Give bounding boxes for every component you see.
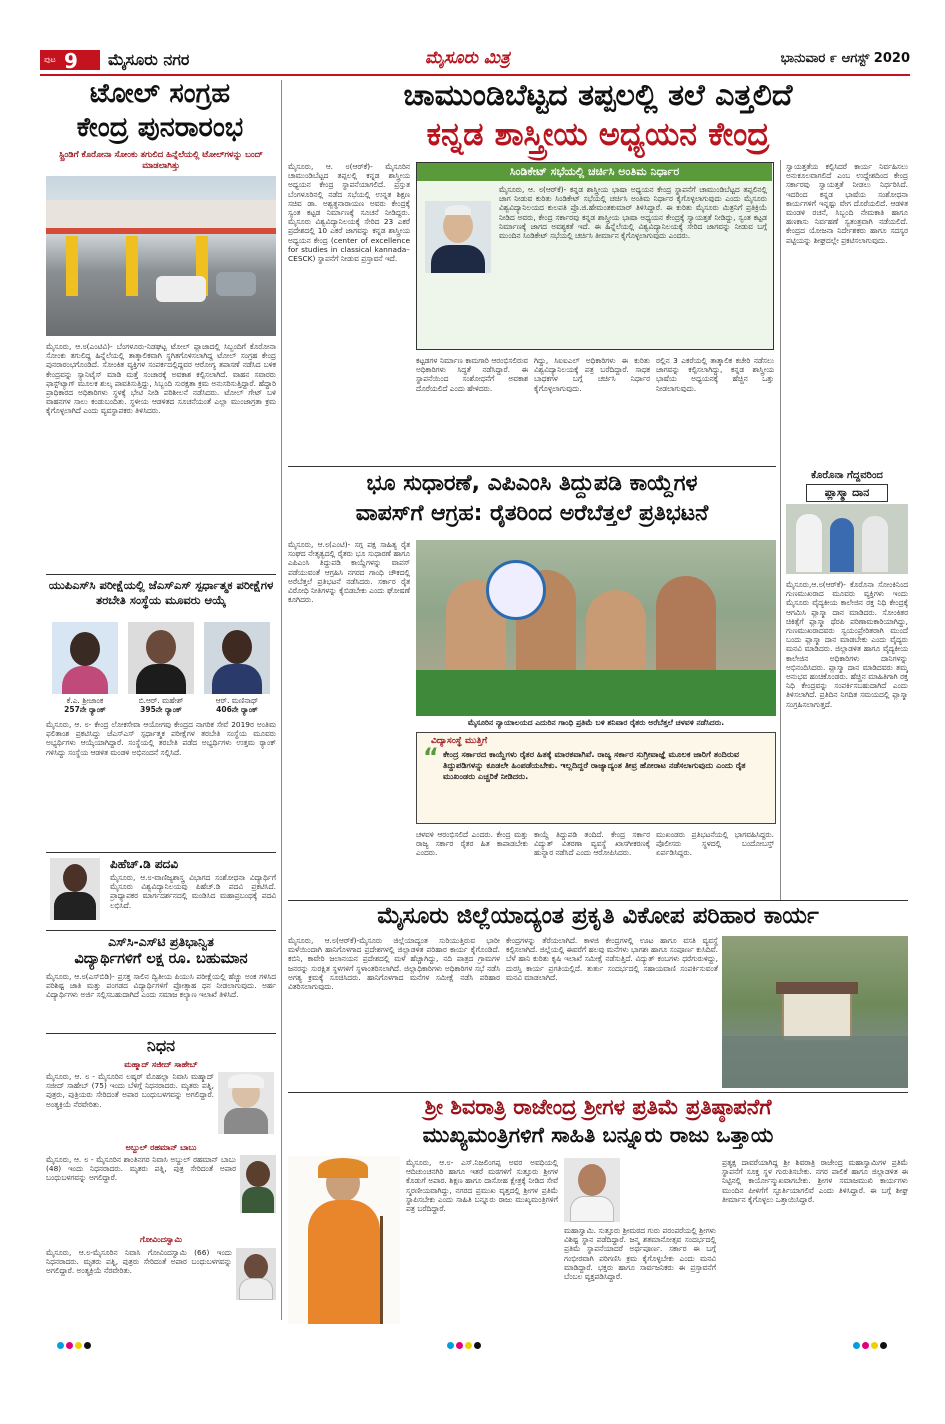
rule-left-3 [46, 930, 276, 931]
rule-left-1 [46, 574, 276, 575]
candidate-rank-1: 257ನೇ ರ್‍ಯಾಂಕ್ [64, 705, 106, 714]
scst-body: ಮೈಸೂರು, ಆ.೮(ಎಸ್‌ಬಿಡಿ)- ಪ್ರಸಕ್ತ ಸಾಲಿನ ದ್ವಿತೀಯ ಪಿಯುಸಿ ಪರೀಕ್ಷೆಯಲ್ಲಿ ಹೆಚ್ಚು ಅಂಕ ಗಳಿಸಿದ ಪರಿಶಿಷ್ಟ ಜಾತಿ ಮತ್ತು ಪಂಗಡದ ವಿದ್ಯಾರ್ಥಿಗಳಿಗೆ ಪ್ರೋತ್ಸಾಹ ಧನ ನೀಡಲಾಗುವುದು. ಅರ್ಹ ವಿದ್ಯಾರ್ಥಿಗಳು ಅರ್ಜಿ ಸಲ್ಲಿಸಬಹುದಾಗಿದೆ ಎಂದು ಸಮಾಜ ಕಲ್ಯಾಣ ಇಲಾಖೆ ತಿಳಿಸಿದೆ. [46, 972, 276, 1000]
statue-headline-1: ಶ್ರೀ ಶಿವರಾತ್ರಿ ರಾಜೇಂದ್ರ ಶ್ರೀಗಳ ಪ್ರತಿಮೆ ಪ್ರತಿಷ್ಠಾಪನೆಗೆ [424, 1095, 772, 1119]
toll-plaza-photo [46, 176, 276, 336]
column-rule-right [780, 160, 781, 900]
plasma-body: ಮೈಸೂರು,ಆ.೮(ಆರ್‌ಕೆ)- ಕೊರೊನಾ ಸೋಂಕಿನಿಂದ ಗುಣಮುಖರಾದ ಮೂವರು ವ್ಯಕ್ತಿಗಳು ಇಂದು ಮೈಸೂರು ವೈದ್ಯಕೀಯ ಕಾಲೇಜಿನ ರಕ್ತ ನಿಧಿ ಕೇಂದ್ರಕ್ಕೆ ಆಗಮಿಸಿ ಪ್ಲಾಸ್ಮಾ ದಾನ ಮಾಡಿದರು. ಸೋಂಕಿತರ ಚಿಕಿತ್ಸೆಗೆ ಪ್ಲಾಸ್ಮಾ ಥೆರಪಿ ಪರಿಣಾಮಕಾರಿಯಾಗಿದ್ದು, ಗುಣಮುಖರಾದವರು ಸ್ವಯಂಪ್ರೇರಿತರಾಗಿ ಮುಂದೆ ಬಂದು ಪ್ಲಾಸ್ಮಾ ದಾನ ಮಾಡಬೇಕು ಎಂದು ವೈದ್ಯರು ಮನವಿ ಮಾಡಿದರು. ಜಿಲ್ಲಾಡಳಿತ ಹಾಗೂ ವೈದ್ಯಕೀಯ ಕಾಲೇಜಿನ ಅಧಿಕಾರಿಗಳು ದಾನಿಗಳನ್ನು ಅಭಿನಂದಿಸಿದರು. ಪ್ಲಾಸ್ಮಾ ದಾನ ಮಾಡಿದವರು ತಮ್ಮ ಅನುಭವ ಹಂಚಿಕೊಂಡರು. ಹೆಚ್ಚಿನ ಮಾಹಿತಿಗಾಗಿ ರಕ್ತ ನಿಧಿ ಕೇಂದ್ರವನ್ನು ಸಂಪರ್ಕಿಸಬಹುದಾಗಿದೆ ಎಂದು ತಿಳಿಸಲಾಗಿದೆ. ಪ್ರತಿದಿನ ನಿಗದಿತ ಸಮಯದಲ್ಲಿ ಪ್ಲಾಸ್ಮಾ ಸಂಗ್ರಹಿಸಲಾಗುತ್ತದೆ. [786, 580, 908, 709]
flood-house-photo [722, 936, 908, 1088]
farmers-body: ಮೈಸೂರು, ಆ.೮(ಎಂಟಿ)- ಸಗ್ಗ ಪಕ್ಷ ಸಾಹಿತ್ಯ ರೈತ ಸಂಘದ ನೇತೃತ್ವದಲ್ಲಿ ರೈತರು ಭೂ ಸುಧಾರಣೆ ಹಾಗೂ ಎಪಿಎಂಸಿ ತಿದ್ದುಪಡಿ ಕಾಯ್ದೆಗಳನ್ನು ವಾಪಸ್ ಪಡೆಯುವಂತೆ ಆಗ್ರಹಿಸಿ ನಗರದ ಗಾಂಧಿ ಚೌಕದಲ್ಲಿ ಅರೆಬೆತ್ತಲೆ ಪ್ರತಿಭಟನೆ ನಡೆಸಿದರು. ಸರ್ಕಾರ ರೈತ ವಿರೋಧಿ ನೀತಿಗಳನ್ನು ಕೈಬಿಡಬೇಕು ಎಂದು ಘೋಷಣೆ ಕೂಗಿದರು. [288, 540, 410, 605]
syndicate-box [416, 162, 774, 350]
plasma-headline-2: ಪ್ಲಾಸ್ಮಾ ದಾನ [806, 484, 888, 502]
candidate-name-1: ಕೆ.ಎ. ಶ್ರೀಜಾಂಕ [66, 696, 104, 705]
issue-date: ಭಾನುವಾರ ೯ ಆಗಸ್ಟ್ 2020 [780, 51, 910, 66]
registration-dots-right [852, 1334, 888, 1353]
rule-left-4 [46, 1033, 276, 1034]
plasma-headline-1: ಕೊರೊನಾ ಗೆದ್ದವರಿಂದ [811, 470, 883, 481]
obit-name-2: ಅಬ್ದುಲ್ ರಹಮಾನ್ ಬಾಬು [125, 1143, 197, 1152]
obit-photo-1 [218, 1072, 274, 1134]
scst-headline-1: ಎಸ್‌ಸಿ-ಎಸ್‌ಟಿ ಪ್ರತಿಭಾನ್ವಿತ [108, 934, 214, 949]
farmers-headline-2: ವಾಪಸ್‌ಗೆ ಆಗ್ರಹ: ರೈತರಿಂದ ಅರೆಬೆತ್ತಲೆ ಪ್ರತಿಭಟನೆ [355, 501, 709, 526]
candidate-photo-3 [204, 622, 270, 694]
quote-mark-icon: “ [423, 743, 439, 771]
rule-mid-1 [288, 466, 776, 467]
farmers-col-2: ಚಳವಳಿ ಆರಂಭಿಸಲಿದೆ ಎಂದರು. ಕೇಂದ್ರ ಮತ್ತು ರಾಜ್ಯ ಸರ್ಕಾರ ರೈತರ ಹಿತ ಕಾಪಾಡಬೇಕು ಎಂದರು. [416, 830, 528, 858]
column-rule-left [281, 80, 282, 1320]
candidate-photo-2 [128, 622, 194, 694]
candidate-name-2: ಬಿ.ಆರ್. ಮಹೇಶ್ [138, 696, 184, 705]
lead-col-1: ಮೈಸೂರು, ಆ. ೮(ಆರ್‌ಕೆ)- ಮೈಸೂರಿನ ಚಾಮುಂಡಿಬೆಟ್ಟದ ತಪ್ಪಲಲ್ಲಿ ಕನ್ನಡ ಶಾಸ್ತ್ರೀಯ ಅಧ್ಯಯನ ಕೇಂದ್ರ ಸ್ಥಾಪನೆಯಾಗಲಿದೆ. ಪ್ರಸ್ತುತ ಬೆಂಗಳೂರಿನಲ್ಲಿ ನಡೆದ ಸಭೆಯಲ್ಲಿ ಉನ್ನತ ಶಿಕ್ಷಣ ಸಚಿವ ಡಾ. ಅಶ್ವತ್ಥನಾರಾಯಣ ಅವರು ಕೇಂದ್ರಕ್ಕೆ ಸ್ವಂತ ಕಟ್ಟಡ ನಿರ್ಮಾಣಕ್ಕೆ ಸೂಚನೆ ನೀಡಿದ್ದರು. ಮೈಸೂರು ವಿಶ್ವವಿದ್ಯಾನಿಲಯಕ್ಕೆ ಸೇರಿದ 23 ಎಕರೆ ಪ್ರದೇಶದಲ್ಲಿ 10 ಎಕರೆ ಜಾಗವನ್ನು ಕನ್ನಡ ಶಾಸ್ತ್ರೀಯ ಅಧ್ಯಯನ ಕೇಂದ್ರ (center of excellence for studies in classical kannada–CESCK) ಸ್ಥಾಪನೆಗೆ ನೀಡುವ ಪ್ರಸ್ತಾವನೆ ಇದೆ. [288, 162, 410, 264]
farmers-headline-1: ಭೂ ಸುಧಾರಣೆ, ಎಪಿಎಂಸಿ ತಿದ್ದುಪಡಿ ಕಾಯ್ದೆಗಳ [366, 471, 698, 496]
phd-headline: ಪಿಹೆಚ್.ಡಿ ಪದವಿ [110, 857, 179, 871]
registration-dots-left [56, 1334, 92, 1353]
page-number: 9 [64, 49, 78, 73]
vice-chancellor-photo [425, 201, 491, 273]
rule-mid-2 [288, 900, 908, 901]
plasma-box [786, 468, 908, 900]
toll-headline-2: ಕೇಂದ್ರ ಪುನರಾರಂಭ [76, 112, 244, 143]
farmers-quote-box [416, 732, 776, 824]
statue-col-3: ಪ್ರತ್ಯಕ್ಷ ದಾವರೆಯಾಗಿದ್ದ ಶ್ರೀ ಶಿವರಾತ್ರಿ ರಾಜೇಂದ್ರ ಮಹಾಸ್ವಾಮಿಗಳ ಪ್ರತಿಮೆ ಸ್ಥಾಪನೆಗೆ ಸೂಕ್ತ ಸ್ಥಳ ಗುರುತಿಸಬೇಕು. ನಗರ ಪಾಲಿಕೆ ಹಾಗೂ ಜಿಲ್ಲಾಡಳಿತ ಈ ನಿಟ್ಟಿನಲ್ಲಿ ಕಾರ್ಯೋನ್ಮುಖವಾಗಬೇಕು. ಶ್ರೀಗಳ ಸಮಾಜಮುಖಿ ಕಾರ್ಯಗಳು ಮುಂದಿನ ಪೀಳಿಗೆಗೆ ಸ್ಫೂರ್ತಿಯಾಗಲಿವೆ ಎಂದು ತಿಳಿಸಿದ್ದಾರೆ. ಈ ಬಗ್ಗೆ ಶೀಘ್ರ ತೀರ್ಮಾನ ಕೈಗೊಳ್ಳಲು ಒತ್ತಾಯಿಸಿದ್ದಾರೆ. [722, 1158, 908, 1204]
upsc-body: ಮೈಸೂರು, ಆ. ೮- ಕೇಂದ್ರ ಲೋಕಸೇವಾ ಆಯೋಗವು ಕೇಂದ್ರದ ನಾಗರಿಕ ಸೇವೆ 2019ರ ಅಂತಿಮ ಫಲಿತಾಂಶ ಪ್ರಕಟಿಸಿದ್ದು ಜೆಎಸ್‌ಎಸ್ ಸ್ಪರ್ಧಾತ್ಮಕ ಪರೀಕ್ಷೆಗಳ ತರಬೇತಿ ಸಂಸ್ಥೆಯ ಮೂವರು ಅಭ್ಯರ್ಥಿಗಳು ಆಯ್ಕೆಯಾಗಿದ್ದಾರೆ. ಸಂಸ್ಥೆಯಲ್ಲಿ ತರಬೇತಿ ಪಡೆದ ಅಭ್ಯರ್ಥಿಗಳು ಉತ್ತಮ ರ್‍ಯಾಂಕ್ ಗಳಿಸಿದ್ದು ಸಂಸ್ಥೆಯ ಆಡಳಿತ ಮಂಡಳಿ ಅಭಿನಂದನೆ ಸಲ್ಲಿಸಿದೆ. [46, 720, 276, 757]
upsc-photos [46, 622, 276, 714]
candidate-photo-1 [52, 622, 118, 694]
obit-photo-2 [240, 1155, 276, 1213]
page-label: ಪುಟ [44, 55, 56, 64]
registration-dots-center [446, 1334, 482, 1353]
toll-subhead: ಸ್ಟ್ರಿಂಡಿಗೆ ಕೊರೋನಾ ಸೋಂಕು ತಗುಲಿದ ಹಿನ್ನೆಲೆಯಲ್ಲಿ ಟೋಲ್‌ಗಳನ್ನು ಬಂದ್ ಮಾಡಲಾಗಿತ್ತು [59, 150, 263, 171]
section-name: ಮೈಸೂರು ನಗರ [108, 50, 190, 69]
phd-body: ಮೈಸೂರು, ಆ.೮-ವಾಣಿಜ್ಯಶಾಸ್ತ್ರ ವಿಭಾಗದ ಸಂಶೋಧನಾ ವಿದ್ಯಾರ್ಥಿಗೆ ಮೈಸೂರು ವಿಶ್ವವಿದ್ಯಾನಿಲಯವು ಪಿಹೆಚ್.ಡಿ ಪದವಿ ಪ್ರಕಟಿಸಿದೆ. ಪ್ರಾಧ್ಯಾಪಕರ ಮಾರ್ಗದರ್ಶನದಲ್ಲಿ ಮಂಡಿಸಿದ ಮಹಾಪ್ರಬಂಧಕ್ಕೆ ಪದವಿ ಲಭಿಸಿದೆ. [110, 873, 276, 910]
bannur-raju-photo [564, 1158, 620, 1222]
syndicate-box-title: ಸಿಂಡಿಕೇಟ್ ಸಭೆಯಲ್ಲಿ ಚರ್ಚಿಸಿ ಅಂತಿಮ ನಿರ್ಧಾರ [417, 163, 772, 181]
statue-col-1: ಮೈಸೂರು, ಆ.೮- ಎಸ್.ನಿಜಲಿಂಗಪ್ಪ ಅವರ ಅವಧಿಯಲ್ಲಿ ಆದಿಚುಂಚನಗಿರಿ ಹಾಗೂ ಇತರೆ ಮಠಗಳಿಗೆ ಸುತ್ತೂರು ಶ್ರೀಗಳ ಕೊಡುಗೆ ಅಪಾರ. ಶಿಕ್ಷಣ ಹಾಗೂ ದಾಸೋಹ ಕ್ಷೇತ್ರಕ್ಕೆ ನೀಡಿದ ಸೇವೆ ಸ್ಮರಣೀಯವಾಗಿದ್ದು, ನಗರದ ಪ್ರಮುಖ ವೃತ್ತದಲ್ಲಿ ಶ್ರೀಗಳ ಪ್ರತಿಮೆ ಸ್ಥಾಪಿಸಬೇಕು ಎಂದು ಸಾಹಿತಿ ಬನ್ನೂರು ರಾಜು ಮುಖ್ಯಮಂತ್ರಿಗಳಿಗೆ ಪತ್ರ ಬರೆದಿದ್ದಾರೆ. [406, 1158, 558, 1214]
lead-headline-2: ಕನ್ನಡ ಶಾಸ್ತ್ರೀಯ ಅಧ್ಯಯನ ಕೇಂದ್ರ [426, 115, 770, 153]
page-header [40, 48, 910, 72]
header-rule [40, 74, 910, 76]
toll-body: ಮೈಸೂರು, ಆ.೮(ಎಂಟಿವಿ)- ಬೆಂಗಳೂರು-ನಿಡಘಟ್ಟ ಟೋಲ್ ಪ್ಲಾಜಾದಲ್ಲಿ ಸಿಬ್ಬಂದಿಗೆ ಕೊರೋನಾ ಸೋಂಕು ತಗುಲಿದ್ದ ಹಿನ್ನೆಲೆಯಲ್ಲಿ ತಾತ್ಕಾಲಿಕವಾಗಿ ಸ್ಥಗಿತಗೊಳಿಸಲಾಗಿದ್ದ ಟೋಲ್ ಸಂಗ್ರಹ ಕೇಂದ್ರ ಪುನರಾರಂಭಗೊಂಡಿದೆ. ಸೋಂಕಿತ ವ್ಯಕ್ತಿಗಳ ಸಂಪರ್ಕದಲ್ಲಿದ್ದವರ ಆರೋಗ್ಯ ತಪಾಸಣೆ ನಡೆಸಿದ ಬಳಿಕ ಕೇಂದ್ರವನ್ನು ಸ್ಯಾನಿಟೈಸ್ ಮಾಡಿ ಮತ್ತೆ ಸಂಚಾರಕ್ಕೆ ಅವಕಾಶ ಕಲ್ಪಿಸಲಾಗಿದೆ. ವಾಹನ ಸವಾರರು ಫಾಸ್ಟ್‌ಟ್ಯಾಗ್ ಮೂಲಕ ಶುಲ್ಕ ಪಾವತಿಸುತ್ತಿದ್ದು, ಸಿಬ್ಬಂದಿ ಸುರಕ್ಷತಾ ಕ್ರಮ ಅನುಸರಿಸುತ್ತಿದ್ದಾರೆ. ಹೆದ್ದಾರಿ ಪ್ರಾಧಿಕಾರದ ಅಧಿಕಾರಿಗಳು ಸ್ಥಳಕ್ಕೆ ಭೇಟಿ ನೀಡಿ ಪರಿಶೀಲನೆ ನಡೆಸಿದರು. ಟೋಲ್ ಗೇಟ್ ಬಳಿ ವಾಹನಗಳ ಸಾಲು ಕಂಡುಬಂದಿತು. ಸ್ಥಳೀಯ ಆಡಳಿತದ ಸೂಚನೆಯಂತೆ ಎಲ್ಲಾ ಮುಂಜಾಗ್ರತಾ ಕ್ರಮ ಕೈಗೊಳ್ಳಲಾಗಿದೆ ಎಂದು ವ್ಯವಸ್ಥಾಪಕರು ತಿಳಿಸಿದರು. [46, 342, 276, 416]
page-number-badge [40, 49, 100, 73]
obit-body-1: ಮೈಸೂರು, ಆ. ೮ - ಮೈಸೂರಿನ ಲಷ್ಕರ್ ಮೊಹಲ್ಲಾ ನಿವಾಸಿ ಮಹ್ಮಾದ್ ಸಜೀದ್ ಸಾಹೇಬ್ (75) ಇಂದು ಬೆಳಿಗ್ಗೆ ನಿಧನರಾದರು. ಮೃತರು ಪತ್ನಿ, ಪುತ್ರರು, ಪುತ್ರಿಯರು ಸೇರಿದಂತೆ ಅಪಾರ ಬಂಧುಬಳಗವನ್ನು ಅಗಲಿದ್ದಾರೆ. ಅಂತ್ಯಕ್ರಿಯೆ ನೆರವೇರಿತು. [46, 1072, 214, 1109]
candidate-rank-2: 395ನೇ ರ್‍ಯಾಂಕ್ [140, 705, 182, 714]
obituary-heading: ನಿಧನ [146, 1036, 176, 1055]
quote-title: ವಿದ್ಯಾಸಂಸ್ಥೆ ಮುತ್ತಿಗೆ [431, 736, 488, 746]
relief-headline: ಮೈಸೂರು ಜಿಲ್ಲೆಯಾದ್ಯಂತ ಪ್ರಕೃತಿ ವಿಕೋಪ ಪರಿಹಾರ ಕಾರ್ಯ [377, 903, 819, 929]
upsc-headline: ಯುಪಿಎಸ್‌ಸಿ ಪರೀಕ್ಷೆಯಲ್ಲಿ ಜೆಎಸ್‌ಎಸ್ ಸ್ಪರ್ಧಾತ್ಮಕ ಪರೀಕ್ಷೆಗಳ ತರಬೇತಿ ಸಂಸ್ಥೆಯ ಮೂವರು ಆಯ್ಕೆ [48, 578, 274, 607]
statue-headline-2: ಮುಖ್ಯಮಂತ್ರಿಗಳಿಗೆ ಸಾಹಿತಿ ಬನ್ನೂರು ರಾಜು ಒತ್ತಾಯ [422, 1123, 774, 1147]
quote-text: ಕೇಂದ್ರ ಸರ್ಕಾರದ ಕಾಯ್ದೆಗಳು ರೈತರ ಹಿತಕ್ಕೆ ಮಾರಕವಾಗಿವೆ. ರಾಜ್ಯ ಸರ್ಕಾರ ಸುಗ್ರೀವಾಜ್ಞೆ ಮೂಲಕ ಜಾರಿಗೆ ತಂದಿರುವ ತಿದ್ದುಪಡಿಗಳನ್ನು ಕೂಡಲೇ ಹಿಂಪಡೆಯಬೇಕು. ಇಲ್ಲದಿದ್ದರೆ ರಾಜ್ಯಾದ್ಯಂತ ತೀವ್ರ ಹೋರಾಟ ನಡೆಸಲಾಗುವುದು ಎಂದು ರೈತ ಮುಖಂಡರು ಎಚ್ಚರಿಕೆ ನೀಡಿದರು. [443, 749, 746, 781]
relief-col-2: ಕೇಂದ್ರಗಳನ್ನು ತೆರೆಯಲಾಗಿದೆ. ಕಾಳಜಿ ಕೇಂದ್ರಗಳಲ್ಲಿ ಊಟ ಹಾಗೂ ವಸತಿ ವ್ಯವಸ್ಥೆ ಕಲ್ಪಿಸಲಾಗಿದೆ. ಜಿಲ್ಲೆಯಲ್ಲಿ ಈವರೆಗೆ ಹಲವು ಮನೆಗಳು ಭಾಗಶಃ ಹಾಗೂ ಸಂಪೂರ್ಣ ಕುಸಿದಿವೆ. ಬೆಳೆ ಹಾನಿ ಕುರಿತು ಕೃಷಿ ಇಲಾಖೆ ಸಮೀಕ್ಷೆ ನಡೆಸುತ್ತಿದೆ. ವಿದ್ಯುತ್ ಕಂಬಗಳು ಧರೆಗುರುಳಿದ್ದು, ದುರಸ್ತಿ ಕಾರ್ಯ ಪ್ರಗತಿಯಲ್ಲಿದೆ. ತುರ್ತು ಸಂದರ್ಭದಲ್ಲಿ ಸಹಾಯವಾಣಿ ಸಂಪರ್ಕಿಸುವಂತೆ ಮನವಿ ಮಾಡಲಾಗಿದೆ. [506, 936, 718, 982]
rule-mid-3 [288, 1092, 908, 1093]
lead-col-2: ಕಟ್ಟಡಗಳ ನಿರ್ಮಾಣ ಕಾಮಗಾರಿ ಆರಂಭಿಸಲಿರುವ ಅಧಿಕಾರಿಗಳು ಸಿದ್ಧತೆ ನಡೆಸಿದ್ದಾರೆ. ಈ ಸ್ಥಾಪನೆಯಿಂದ ಸಂಶೋಧನೆಗೆ ಅವಕಾಶ ದೊರೆಯಲಿದೆ ಎಂದು ಹೇಳಿದರು. [416, 356, 528, 393]
farmers-col-4: ಮುಖಂಡರು ಪ್ರತಿಭಟನೆಯಲ್ಲಿ ಭಾಗವಹಿಸಿದ್ದರು. ಪೊಲೀಸರು ಸ್ಥಳದಲ್ಲಿ ಬಂದೋಬಸ್ತ್ ಏರ್ಪಡಿಸಿದ್ದರು. [656, 830, 774, 858]
rule-left-2 [46, 852, 276, 853]
candidate-rank-3: 406ನೇ ರ್‍ಯಾಂಕ್ [216, 705, 258, 714]
relief-col-1: ಮೈಸೂರು, ಆ.೮(ಆರ್‌ಕೆ)-ಮೈಸೂರು ಜಿಲ್ಲೆಯಾದ್ಯಂತ ಸುರಿಯುತ್ತಿರುವ ಭಾರೀ ಮಳೆಯಿಂದಾಗಿ ಹಾನಿಗೊಳಗಾದ ಪ್ರದೇಶಗಳಲ್ಲಿ ಜಿಲ್ಲಾಡಳಿತ ಪರಿಹಾರ ಕಾರ್ಯ ಕೈಗೊಂಡಿದೆ. ಕಬಿನಿ, ಕಾವೇರಿ ಜಲಾನಯನ ಪ್ರದೇಶದಲ್ಲಿ ಮಳೆ ಹೆಚ್ಚಾಗಿದ್ದು, ನದಿ ಪಾತ್ರದ ಗ್ರಾಮಗಳ ಜನರನ್ನು ಸುರಕ್ಷಿತ ಸ್ಥಳಗಳಿಗೆ ಸ್ಥಳಾಂತರಿಸಲಾಗಿದೆ. ಜಿಲ್ಲಾಧಿಕಾರಿಗಳು ಅಧಿಕಾರಿಗಳ ಸಭೆ ನಡೆಸಿ ಅಗತ್ಯ ಕ್ರಮಕ್ಕೆ ಸೂಚಿಸಿದರು. ಹಾನಿಗೊಳಗಾದ ಮನೆಗಳ ಸಮೀಕ್ಷೆ ನಡೆಸಿ ಪರಿಹಾರ ವಿತರಿಸಲಾಗುವುದು. [288, 936, 500, 992]
phd-person-photo [50, 858, 100, 920]
obit-body-3: ಮೈಸೂರು, ಆ.೮-ಮೈಸೂರಿನ ನಿವಾಸಿ ಗೋವಿಂದಸ್ವಾಮಿ (66) ಇಂದು ನಿಧನರಾದರು. ಮೃತರು ಪತ್ನಿ, ಪುತ್ರರು ಸೇರಿದಂತೆ ಅಪಾರ ಬಂಧುಬಳಗವನ್ನು ಅಗಲಿದ್ದಾರೆ. ಅಂತ್ಯಕ್ರಿಯೆ ನೆರವೇರಿತು. [46, 1248, 232, 1276]
farmers-photo-caption: ಮೈಸೂರಿನ ನ್ಯಾಯಾಲಯದ ಎದುರಿನ ಗಾಂಧಿ ಪ್ರತಿಮೆ ಬಳಿ ಶನಿವಾರ ರೈತರು ಅರೆಬೆತ್ತಲೆ ಚಳವಳಿ ನಡೆಸಿದರು. [467, 718, 725, 727]
masthead-logo: ಮೈಸೂರು ಮಿತ್ರ [425, 48, 510, 68]
plasma-donation-photo [786, 504, 908, 574]
obit-photo-3 [236, 1248, 276, 1300]
farmers-col-3: ಕಾಯ್ದೆ ತಿದ್ದುಪಡಿ ತಂದಿದೆ. ಕೇಂದ್ರ ಸರ್ಕಾರ ವಿದ್ಯುತ್ ವಿತರಣಾ ವ್ಯವಸ್ಥೆ ಖಾಸಗೀಕರಣಕ್ಕೆ ಹುನ್ನಾರ ನಡೆಸಿದೆ ಎಂದು ಆರೋಪಿಸಿದರು. [534, 830, 650, 858]
obit-name-3: ಗೋವಿಂದಸ್ವಾಮಿ [139, 1235, 183, 1244]
lead-headline-1: ಚಾಮುಂಡಿಬೆಟ್ಟದ ತಪ್ಪಲಲ್ಲಿ ತಲೆ ಎತ್ತಲಿದೆ [403, 78, 793, 113]
lead-col-3: ಗಿದ್ದು, ಸಿಐಐಎಲ್ ಅಧಿಕಾರಿಗಳು ಈ ಕುರಿತು ವಿಶ್ವವಿದ್ಯಾನಿಲಯಕ್ಕೆ ಪತ್ರ ಬರೆದಿದ್ದಾರೆ. ಸಾಧಕ ಬಾಧಕಗಳ ಬಗ್ಗೆ ಚರ್ಚಿಸಿ ನಿರ್ಧಾರ ಕೈಗೊಳ್ಳಲಾಗುವುದು. [534, 356, 650, 393]
statue-col-2: ಮಹಾಸ್ವಾಮಿ. ಸುತ್ತೂರು ಶ್ರೀಮಠದ ಗುರು ಪರಂಪರೆಯಲ್ಲಿ ಶ್ರೀಗಳು ವಿಶಿಷ್ಟ ಸ್ಥಾನ ಪಡೆದಿದ್ದಾರೆ. ಜನ್ಮ ಶತಮಾನೋತ್ಸವ ಸಂದರ್ಭದಲ್ಲಿ ಪ್ರತಿಮೆ ಸ್ಥಾಪನೆಯಾದರೆ ಅರ್ಥಪೂರ್ಣ. ಸರ್ಕಾರ ಈ ಬಗ್ಗೆ ಗಂಭೀರವಾಗಿ ಪರಿಗಣಿಸಿ ಕ್ರಮ ಕೈಗೊಳ್ಳಬೇಕು ಎಂದು ಮನವಿ ಮಾಡಿದ್ದಾರೆ. ಭಕ್ತರು ಹಾಗೂ ಸಾರ್ವಜನಿಕರು ಈ ಪ್ರಸ್ತಾವನೆಗೆ ಬೆಂಬಲ ವ್ಯಕ್ತಪಡಿಸಿದ್ದಾರೆ. [564, 1226, 716, 1282]
toll-headline-1: ಟೋಲ್ ಸಂಗ್ರಹ [89, 78, 231, 109]
lead-col-4: ರಲ್ಲಿನ 3 ಎಕರೆಯಲ್ಲಿ ತಾತ್ಕಾಲಿಕ ಕಚೇರಿ ನಡೆಸಲು ಜಾಗವನ್ನು ಕಲ್ಪಿಸಲಾಗಿದ್ದು, ಕನ್ನಡ ಶಾಸ್ತ್ರೀಯ ಭಾಷೆಯ ಅಧ್ಯಯನಕ್ಕೆ ಹೆಚ್ಚಿನ ಒತ್ತು ನೀಡಲಾಗುವುದು. [656, 356, 774, 393]
scst-headline-2: ವಿದ್ಯಾರ್ಥಿಗಳಿಗೆ ಲಕ್ಷ ರೂ. ಬಹುಮಾನ [74, 951, 248, 967]
syndicate-box-body: ಮೈಸೂರು, ಆ. ೮(ಆರ್‌ಕೆ)- ಕನ್ನಡ ಶಾಸ್ತ್ರೀಯ ಭಾಷಾ ಅಧ್ಯಯನ ಕೇಂದ್ರ ಸ್ಥಾಪನೆಗೆ ಚಾಮುಂಡಿಬೆಟ್ಟದ ತಪ್ಪಲಿನಲ್ಲಿ ಜಾಗ ನೀಡುವ ಕುರಿತು ಸಿಂಡಿಕೇಟ್ ಸಭೆಯಲ್ಲಿ ಚರ್ಚಿಸಿ ಅಂತಿಮ ನಿರ್ಧಾರ ಕೈಗೊಳ್ಳಲಾಗುವುದು ಎಂದು ಮೈಸೂರು ವಿಶ್ವವಿದ್ಯಾನಿಲಯದ ಕುಲಪತಿ ಪ್ರೊ.ಜಿ.ಹೇಮಂತಕುಮಾರ್ ತಿಳಿಸಿದ್ದಾರೆ. ಈ ಕುರಿತು ಮೈಸೂರು ಮಿತ್ರನಿಗೆ ಪ್ರತಿಕ್ರಿಯೆ ನೀಡಿದ ಅವರು, ಕೇಂದ್ರ ಸರ್ಕಾರವು ಕನ್ನಡ ಶಾಸ್ತ್ರೀಯ ಭಾಷಾ ಅಧ್ಯಯನ ಕೇಂದ್ರಕ್ಕೆ ಸ್ವಾಯತ್ತತೆ ನೀಡಿದ್ದು, ಸ್ವಂತ ಕಟ್ಟಡ ನಿರ್ಮಾಣಕ್ಕೆ ಜಾಗದ ಅವಶ್ಯಕತೆ ಇದೆ. ಈ ಹಿನ್ನೆಲೆಯಲ್ಲಿ ವಿಶ್ವವಿದ್ಯಾನಿಲಯಕ್ಕೆ ಸೇರಿದ ಜಾಗವನ್ನು ನೀಡುವ ಬಗ್ಗೆ ಮುಂದಿನ ಸಿಂಡಿಕೇಟ್ ಸಭೆಯಲ್ಲಿ ಚರ್ಚಿಸಿ ತೀರ್ಮಾನ ಕೈಗೊಳ್ಳಲಾಗುವುದು ಎಂದರು. [499, 185, 767, 241]
obit-name-1: ಮಹ್ಮಾದ್ ಸಜೀದ್ ಸಾಹೇಬ್ [124, 1060, 198, 1069]
swamiji-photo [288, 1156, 400, 1324]
candidate-name-3: ಆರ್. ಮಣಿನಾಥ್ [215, 696, 259, 705]
farmers-protest-photo [416, 540, 776, 716]
obit-body-2: ಮೈಸೂರು, ಆ. ೮ - ಮೈಸೂರಿನ ಶಾಂತಿನಗರ ನಿವಾಸಿ ಅಬ್ದುಲ್ ರಹಮಾನ್ ಬಾಬು (48) ಇಂದು ನಿಧನರಾದರು. ಮೃತರು ಪತ್ನಿ, ಪುತ್ರ ಸೇರಿದಂತೆ ಅಪಾರ ಬಂಧುಬಳಗವನ್ನು ಅಗಲಿದ್ದಾರೆ. [46, 1155, 236, 1183]
lead-col-5: ಸ್ವಾಯತ್ತತೆಯ ಕಲ್ಪಿಸಿದರೆ ಕಾರ್ಯ ನಿರ್ವಹಿಸಲು ಅನುಕೂಲವಾಗಲಿದೆ ಎಂಬ ಉದ್ದೇಶದಿಂದ ಕೇಂದ್ರ ಸರ್ಕಾರವು ಸ್ವಾಯತ್ತತೆ ನೀಡಲು ನಿರ್ಧರಿಸಿದೆ. ಇದರಿಂದ ಕನ್ನಡ ಭಾಷೆಯ ಸಂಶೋಧನಾ ಕಾರ್ಯಗಳಿಗೆ ಇನ್ನಷ್ಟು ವೇಗ ದೊರೆಯಲಿದೆ. ಆಡಳಿತ ಮಂಡಳಿ ರಚನೆ, ಸಿಬ್ಬಂದಿ ನೇಮಕಾತಿ ಹಾಗೂ ಹಣಕಾಸು ನಿರ್ವಹಣೆ ಸ್ವತಂತ್ರವಾಗಿ ನಡೆಯಲಿದೆ. ಕೇಂದ್ರದ ಯೋಜನಾ ನಿರ್ದೇಶಕರು ಹಾಗೂ ಸದಸ್ಯರ ಪಟ್ಟಿಯನ್ನು ಶೀಘ್ರದಲ್ಲೇ ಪ್ರಕಟಿಸಲಾಗುವುದು. [786, 162, 908, 245]
